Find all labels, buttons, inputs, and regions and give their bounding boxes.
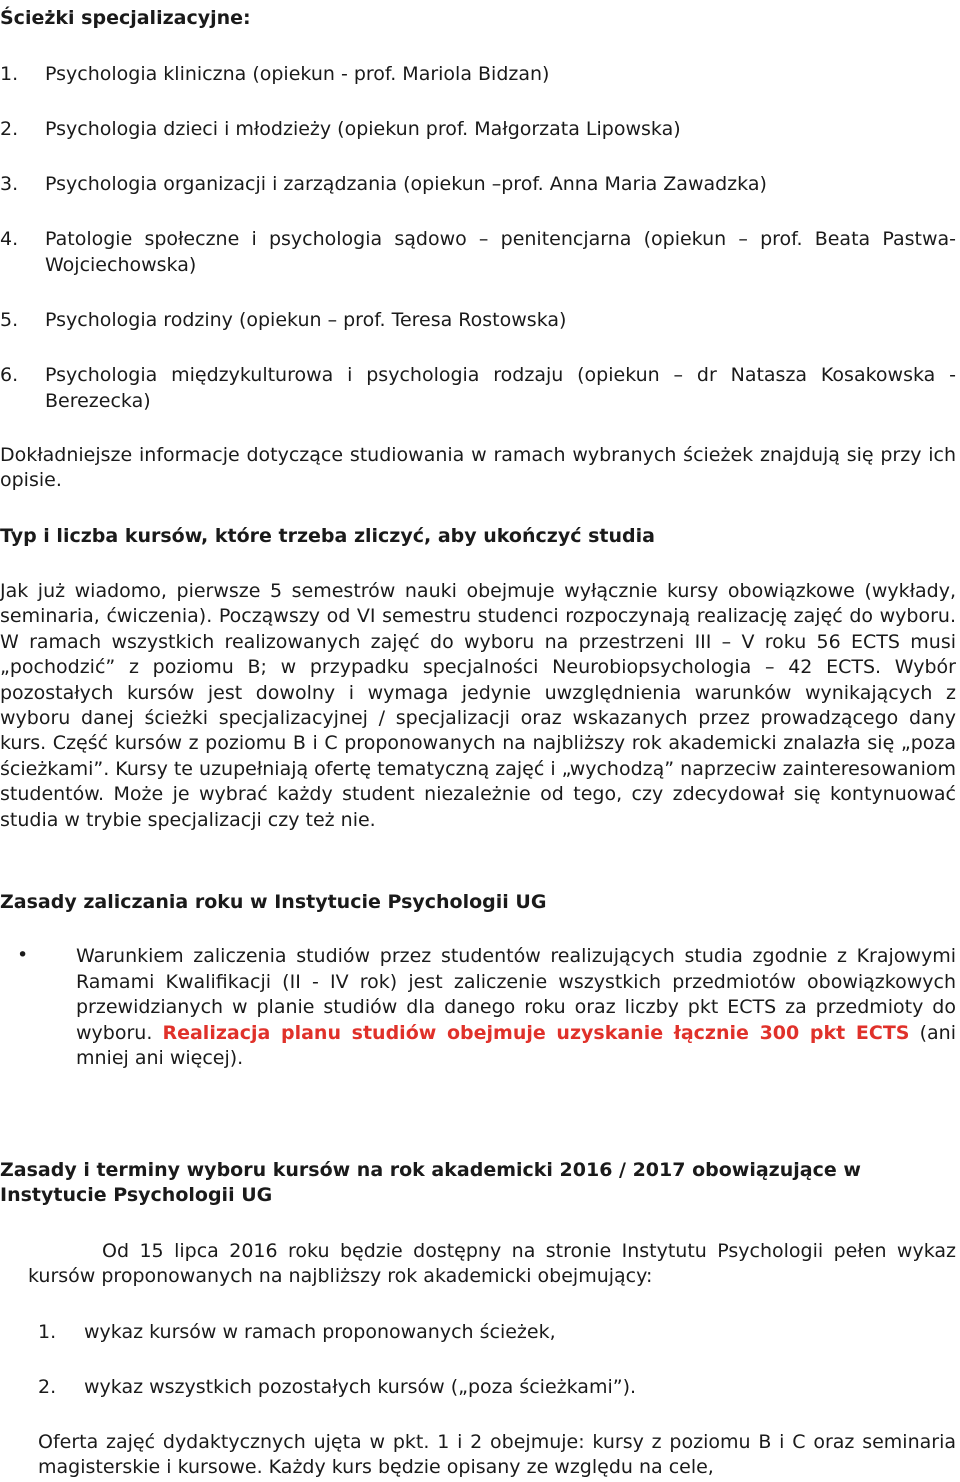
selection-item-2: [0, 1375, 956, 1400]
path-item-6: [0, 363, 956, 415]
path-item-number: 1.: [0, 63, 19, 85]
rules-bullet-item: [0, 944, 956, 1074]
path-item-text: Psychologia organizacji i zarządzania (opiekun –prof. Anna Maria Zawadzka): [45, 173, 767, 195]
selection-heading: Zasady i terminy wyboru kursów na rok akademicki 2016 / 2017 obowiązujące w Instytucie Psychologii UG: [0, 1159, 861, 1206]
path-item-1: [0, 62, 956, 87]
courses-heading: Typ i liczba kursów, które trzeba zliczyć, aby ukończyć studia: [0, 525, 655, 547]
rules-text-main: Warunkiem zaliczenia studiów przez studentów realizujących studia zgodnie z Krajowymi Ramami Kwalifikacji (II - IV rok) jest zaliczenie wszystkich przedmiotów obowiązkowych przewidzianych w planie studiów dla danego roku oraz liczby pkt ECTS za przedmioty do wyboru.: [76, 945, 956, 1044]
bullet-icon: •: [17, 944, 29, 966]
rules-text-emphasis: Realizacja planu studiów obejmuje uzyskanie łącznie 300 pkt ECTS: [162, 1021, 910, 1044]
path-item-text: Patologie społeczne i psychologia sądowo – penitencjarna (opiekun – prof. Beata Pastwa-Wojciechowska): [45, 228, 956, 276]
path-item-text: Psychologia międzykulturowa i psychologia rodzaju (opiekun – dr Natasza Kosakowska - Berezecka): [45, 364, 956, 412]
courses-text-part3: W ramach wszystkich realizowanych zajęć do wyboru na przestrzeni III – V roku 56 ECTS musi „pochodzić” z poziomu B; w przypadku specjalności Neurobiopsychologia – 42 ECTS.: [0, 630, 956, 679]
selection-intro: Od 15 lipca 2016 roku będzie dostępny na stronie Instytutu Psychologii pełen wykaz kursów proponowanych na najbliższy rok akademicki obejmujący:: [28, 1240, 956, 1288]
paths-heading: Ścieżki specjalizacyjne:: [0, 7, 251, 29]
paths-note: Dokładniejsze informacje dotyczące studiowania w ramach wybranych ścieżek znajdują się przy ich opisie.: [0, 444, 956, 492]
path-item-4: [0, 227, 956, 279]
path-item-number: 4.: [0, 228, 19, 250]
selection-item-1: [0, 1320, 956, 1345]
selection-item-number: 2.: [38, 1376, 57, 1398]
rules-bullet-text: [76, 944, 956, 1072]
path-item-number: 6.: [0, 364, 19, 386]
path-item-3: [0, 172, 956, 197]
path-item-text: Psychologia rodziny (opiekun – prof. Teresa Rostowska): [45, 309, 567, 331]
rules-text-tail: (ani mniej ani więcej).: [76, 1021, 956, 1070]
path-item-text: Psychologia kliniczna (opiekun - prof. Mariola Bidzan): [45, 63, 550, 85]
selection-offer: Oferta zajęć dydaktycznych ujęta w pkt. 1 i 2 obejmuje: kursy z poziomu B i C oraz seminaria magisterskie i kursowe. Każdy kurs będzie opisany ze względu na cele,: [38, 1431, 956, 1479]
courses-text-part1: Jak już wiadomo, pierwsze 5 semestrów nauki obejmuje wyłącznie kursy obowiązkowe (wykłady, seminaria, ćwiczenia).: [0, 580, 956, 628]
courses-text-part2: Począwszy od VI semestru studenci rozpoczynają realizację zajęć do wyboru.: [212, 605, 956, 628]
courses-text-part4: Wybór pozostałych kursów jest dowolny i wymaga jedynie uwzględnienia warunków wynikających z wyboru danej ścieżki specjalizacyjnej / specjalizacji oraz wskazanych przez prowadzącego dany kurs. Część kursów z poziomu B i C proponowanych na najbliższy rok akademicki znalazła się „poza ścieżkami”. Kursy te uzupełniają ofertę tematyczną zajęć i „wychodzą” naprzeciw zainteresowaniom studentów. Może je wybrać każdy student niezależnie od tego, czy zdecydował się kontynuować studia w trybie specjalizacji czy też nie.: [0, 656, 957, 831]
selection-item-text: wykaz kursów w ramach proponowanych ścieżek,: [84, 1321, 556, 1343]
path-item-2: [0, 117, 956, 142]
rules-heading: Zasady zaliczania roku w Instytucie Psychologii UG: [0, 891, 547, 913]
path-item-number: 5.: [0, 309, 19, 331]
path-item-5: [0, 308, 956, 333]
path-item-number: 2.: [0, 118, 19, 140]
selection-item-number: 1.: [38, 1321, 57, 1343]
courses-paragraph: [0, 579, 956, 833]
selection-item-text: wykaz wszystkich pozostałych kursów („poza ścieżkami”).: [84, 1376, 637, 1398]
path-item-text: Psychologia dzieci i młodzieży (opiekun prof. Małgorzata Lipowska): [45, 118, 681, 140]
path-item-number: 3.: [0, 173, 19, 195]
